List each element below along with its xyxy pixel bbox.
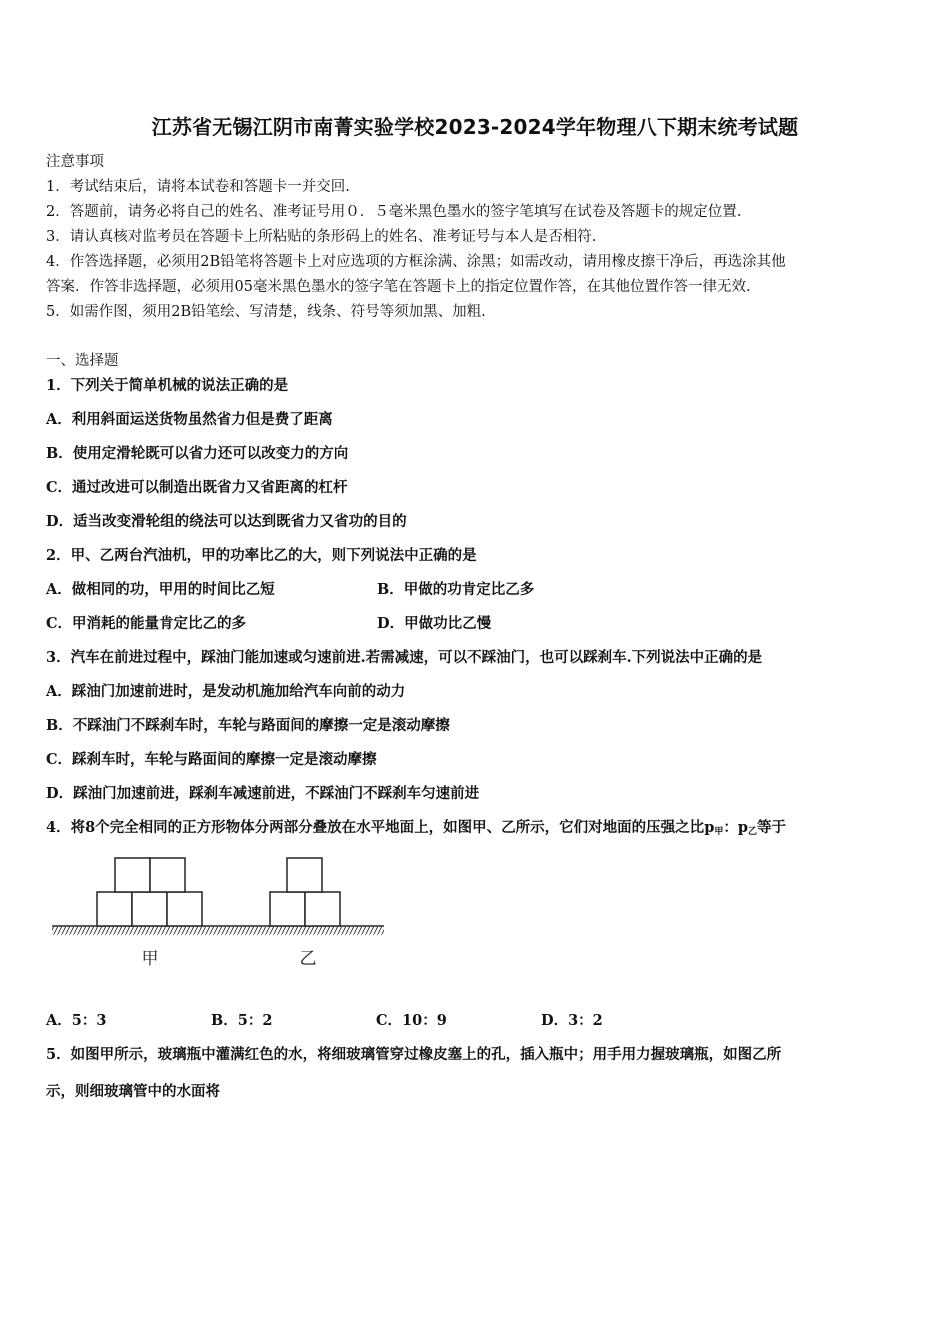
question-3-stem: 3．汽车在前进过程中，踩油门能加速或匀速前进.若需减速，可以不踩油门，也可以踩刹车.下列说法中正确的是 [46, 649, 763, 666]
notice-heading: 注意事项 [46, 154, 104, 170]
pressure-subscript: 乙 [747, 827, 757, 837]
pressure-subscript: 甲 [714, 827, 724, 837]
pressure-symbol: p [737, 819, 748, 836]
question-1-stem: 1．下列关于简单机械的说法正确的是 [46, 377, 289, 394]
question-2-option-a: A．做相同的功，甲用的时间比乙短 [46, 581, 275, 598]
question-2-stem: 2．甲、乙两台汽油机，甲的功率比乙的大，则下列说法中正确的是 [46, 547, 477, 564]
figure-label-yi: 乙 [299, 949, 317, 969]
question-4-stem-end: 等于 [757, 819, 786, 836]
ground-hatching [52, 927, 384, 935]
question-4-option-c: C．10：9 [376, 1012, 447, 1029]
question-3-option-a: A．踩油门加速前进时，是发动机施加给汽车向前的动力 [46, 683, 406, 700]
block [270, 892, 305, 926]
ratio-colon: ： [723, 819, 738, 836]
stacked-blocks-figure [46, 846, 391, 976]
question-2-option-d: D．甲做功比乙慢 [377, 615, 492, 632]
question-3-option-d: D．踩油门加速前进，踩刹车减速前进，不踩油门不踩刹车匀速前进 [46, 785, 480, 802]
question-1-option-d: D．适当改变滑轮组的绕法可以达到既省力又省功的目的 [46, 513, 407, 530]
block [287, 858, 322, 892]
section-heading: 一、选择题 [46, 353, 119, 369]
pressure-symbol: p [704, 819, 715, 836]
question-5-stem-line1: 5．如图甲所示，玻璃瓶中灌满红色的水，将细玻璃管穿过橡皮塞上的孔，插入瓶中；用手用力握玻璃瓶，如图乙所 [46, 1046, 782, 1063]
question-2-option-c: C．甲消耗的能量肯定比乙的多 [46, 615, 247, 632]
figure-label-jia: 甲 [141, 949, 159, 969]
question-1-option-c: C．通过改进可以制造出既省力又省距离的杠杆 [46, 479, 348, 496]
notice-item: 答案．作答非选择题，必须用05毫米黑色墨水的签字笔在答题卡上的指定位置作答，在其他位置作答一律无效. [46, 279, 751, 295]
notice-item: 2．答题前，请务必将自己的姓名、准考证号用０．５毫米黑色墨水的签字笔填写在试卷及答题卡的规定位置. [46, 204, 742, 220]
block [305, 892, 340, 926]
notice-item: 1．考试结束后，请将本试卷和答题卡一并交回. [46, 179, 350, 195]
question-2-option-b: B．甲做的功肯定比乙多 [377, 581, 535, 598]
stack-yi [270, 858, 340, 926]
block [97, 892, 132, 926]
question-1-option-a: A．利用斜面运送货物虽然省力但是费了距离 [46, 411, 333, 428]
notice-item: 3．请认真核对监考员在答题卡上所粘贴的条形码上的姓名、准考证号与本人是否相符. [46, 229, 597, 245]
block [115, 858, 150, 892]
page-title: 江苏省无锡江阴市南菁实验学校2023-2024学年物理八下期末统考试题 [151, 115, 799, 139]
question-4-stem [46, 818, 786, 842]
question-4-option-a: A．5：3 [46, 1012, 107, 1029]
stack-jia [97, 858, 202, 926]
question-4-option-d: D．3：2 [541, 1012, 603, 1029]
notice-item: 4．作答选择题，必须用2B铅笔将答题卡上对应选项的方框涂满、涂黑；如需改动，请用橡皮擦干净后，再选涂其他 [46, 254, 786, 270]
question-3-option-b: B．不踩油门不踩刹车时，车轮与路面间的摩擦一定是滚动摩擦 [46, 717, 450, 734]
question-3-option-c: C．踩刹车时，车轮与路面间的摩擦一定是滚动摩擦 [46, 751, 377, 768]
block [167, 892, 202, 926]
blocks-diagram [46, 846, 391, 976]
notice-item: 5．如需作图，须用2B铅笔绘、写清楚，线条、符号等须加黑、加粗. [46, 304, 486, 320]
question-1-option-b: B．使用定滑轮既可以省力还可以改变力的方向 [46, 445, 349, 462]
question-5-stem-line2: 示，则细玻璃管中的水面将 [46, 1083, 220, 1100]
question-4-option-b: B．5：2 [211, 1012, 273, 1029]
question-4-stem-main: 4．将8个完全相同的正方形物体分两部分叠放在水平地面上，如图甲、乙所示，它们对地面的压强之比 [46, 819, 705, 836]
block [150, 858, 185, 892]
block [132, 892, 167, 926]
